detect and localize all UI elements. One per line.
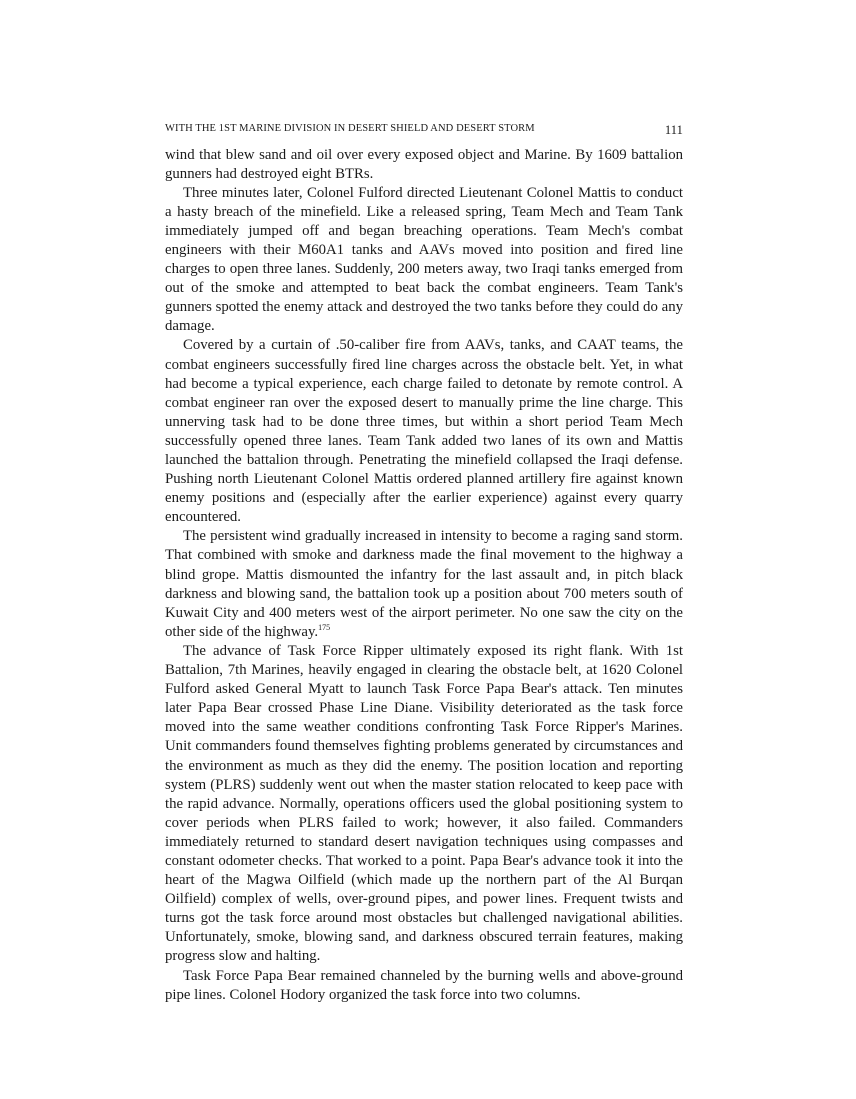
paragraph [165,527,683,642]
paragraph: wind that blew sand and oil over every exposed object and Marine. By 1609 battalion gunners had destroyed eight BTRs. [165,146,683,182]
paragraph: Three minutes later, Colonel Fulford directed Lieutenant Colonel Mattis to conduct a hasty breach of the minefield. Like a released spring, Team Mech and Team Tank immediately jumped off and began breaching operations. Team Mech's combat engineers with their M60A1 tanks and AAVs moved into position and fired line charges to open three lanes. Suddenly, 200 meters away, two Iraqi tanks emerged from out of the smoke and attempted to beat back the combat engineers. Team Tank's gunners spotted the enemy attack and destroyed the two tanks before they could do any damage. [165,184,683,335]
running-title: WITH THE 1ST MARINE DIVISION IN DESERT SHIELD AND DESERT STORM [165,123,535,134]
paragraph: The advance of Task Force Ripper ultimately exposed its right flank. With 1st Battalion, 7th Marines, heavily engaged in clearing the obstacle belt, at 1620 Colonel Fulford asked General Myatt to launch Task Force Papa Bear's attack. Ten minutes later Papa Bear crossed Phase Line Diane. Visibility deteriorated as the task force moved into the same weather conditions confronting Task Force Ripper's Marines. Unit commanders found themselves fighting problems generated by circumstances and the environment as much as they did the enemy. The position location and reporting system (PLRS) suddenly went out when the master station relocated to keep pace with the rapid advance. Normally, operations officers used the global positioning system to cover periods when PLRS failed to work; however, it also failed. Commanders immediately returned to standard desert navigation techniques using compasses and constant odometer checks. That worked to a point. Papa Bear's advance took it into the heart of the Magwa Oilfield (which made up the northern part of the Al Burqan Oilfield) complex of wells, over-ground pipes, and power lines. Frequent twists and turns got the task force around most obstacles but challenged navigational abilities. Unfortunately, smoke, blowing sand, and darkness obscured terrain features, making progress slow and halting. [165,642,683,965]
paragraph: Task Force Papa Bear remained channeled by the burning wells and above-ground pipe lines. Colonel Hodory organized the task force into two columns. [165,967,683,1003]
paragraph-text: The persistent wind gradually increased in intensity to become a raging sand storm. That combined with smoke and darkness made the final movement to the highway a blind grope. Mattis dismounted the infantry for the last assault and, in pitch black darkness and blowing sand, the battalion took up a position about 700 meters south of Kuwait City and 400 meters west of the airport perimeter. No one saw the city on the other side of the highway. [165,528,683,640]
paragraph: Covered by a curtain of .50-caliber fire from AAVs, tanks, and CAAT teams, the combat engineers successfully fired line charges across the obstacle belt. Yet, in what had become a typical experience, each charge failed to detonate by remote control. A combat engineer ran over the exposed desert to manually prime the line charge. This unnerving task had to be done three times, but within a short period Team Mech successfully opened three lanes. Team Tank added two lanes of its own and Mattis launched the battalion through. Penetrating the minefield collapsed the Iraqi defense. Pushing north Lieutenant Colonel Mattis ordered planned artillery fire against known enemy positions and (especially after the earlier experience) against every quarry encountered. [165,337,683,526]
page-number: 111 [664,123,683,137]
footnote-reference: 175 [318,622,331,632]
body-text [165,146,683,1005]
